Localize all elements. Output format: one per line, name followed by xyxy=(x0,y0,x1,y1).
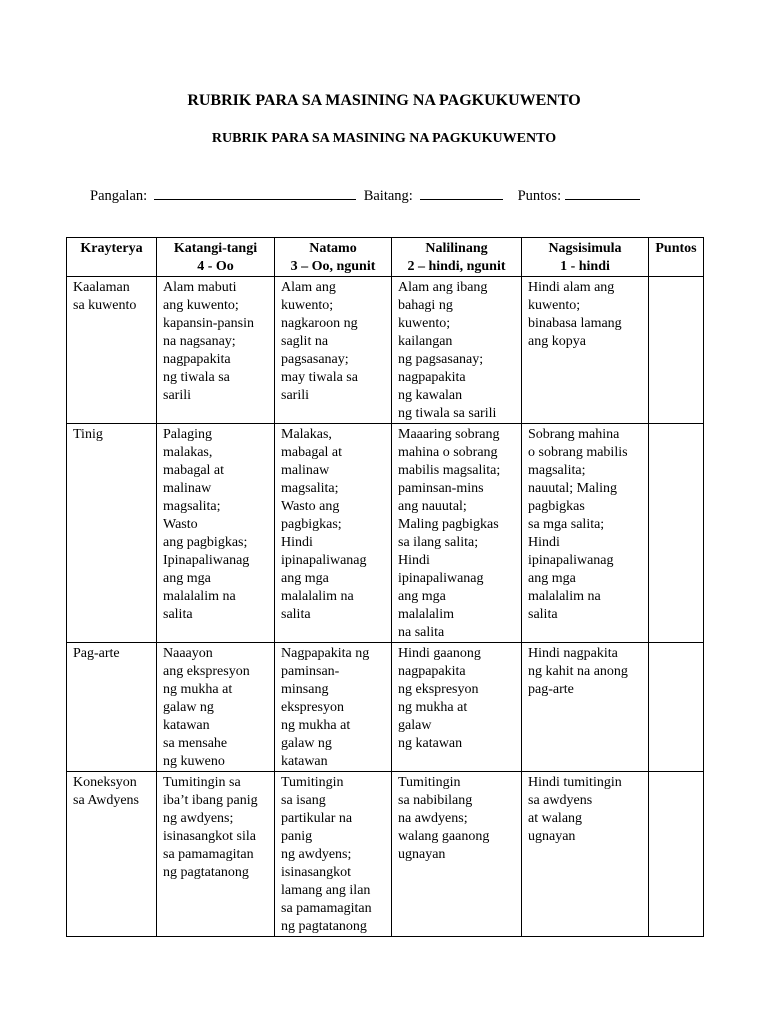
level-1-cell: Hindi alam ang kuwento; binabasa lamang ang kopya xyxy=(522,277,649,424)
document-title: RUBRIK PARA SA MASINING NA PAGKUKUWENTO xyxy=(187,92,581,109)
level-2-cell: Maaaring sobrang mahina o sobrang mabilis magsalita; paminsan-mins ang nauutal; Maling pagbigkas sa ilang salita; Hindi ipinapaliwanag ang mga malalalim na salita xyxy=(392,424,522,643)
grade-blank xyxy=(420,185,503,200)
student-info-line xyxy=(90,185,640,205)
name-blank xyxy=(154,185,356,200)
table-row xyxy=(67,277,704,424)
level-1-cell: Sobrang mahina o sobrang mabilis magsalita; nauutal; Maling pagbigkas sa mga salita; Hindi ipinapaliwanag ang mga malalalim na salita xyxy=(522,424,649,643)
points-cell xyxy=(649,277,704,424)
level-2-cell: Hindi gaanong nagpapakita ng ekspresyon ng mukha at galaw ng katawan xyxy=(392,643,522,772)
header-level-1: Nagsisimula 1 - hindi xyxy=(522,238,649,277)
points-cell xyxy=(649,643,704,772)
table-header-row xyxy=(67,238,704,277)
grade-label: Baitang: xyxy=(363,188,413,204)
header-level-2: Nalilinang 2 – hindi, ngunit xyxy=(392,238,522,277)
header-level-4: Katangi-tangi 4 - Oo xyxy=(157,238,275,277)
header-level-3: Natamo 3 – Oo, ngunit xyxy=(275,238,392,277)
level-4-cell: Naaayon ang ekspresyon ng mukha at galaw ng katawan sa mensahe ng kuweno xyxy=(157,643,275,772)
level-1-cell: Hindi nagpakita ng kahit na anong pag-arte xyxy=(522,643,649,772)
document-subtitle: RUBRIK PARA SA MASINING NA PAGKUKUWENTO xyxy=(211,131,557,146)
header-criteria: Krayterya xyxy=(67,238,157,277)
level-2-cell: Alam ang ibang bahagi ng kuwento; kailangan ng pagsasanay; nagpapakita ng kawalan ng tiwala sa sarili xyxy=(392,277,522,424)
name-label: Pangalan: xyxy=(90,188,148,204)
points-label: Puntos: xyxy=(517,188,562,204)
level-3-cell: Tumitingin sa isang partikular na panig ng awdyens; isinasangkot lamang ang ilan sa pamamagitan ng pagtatanong xyxy=(275,772,392,937)
criterion-cell: Pag-arte xyxy=(67,643,157,772)
level-4-cell: Alam mabuti ang kuwento; kapansin-pansin na nagsanay; nagpapakita ng tiwala sa sarili xyxy=(157,277,275,424)
level-2-cell: Tumitingin sa nabibilang na awdyens; walang gaanong ugnayan xyxy=(392,772,522,937)
criterion-cell: Koneksyon sa Awdyens xyxy=(67,772,157,937)
level-4-cell: Palaging malakas, mabagal at malinaw magsalita; Wasto ang pagbigkas; Ipinapaliwanag ang mga malalalim na salita xyxy=(157,424,275,643)
rubric-table xyxy=(66,237,704,937)
table-row xyxy=(67,772,704,937)
level-1-cell: Hindi tumitingin sa awdyens at walang ugnayan xyxy=(522,772,649,937)
table-row xyxy=(67,424,704,643)
level-3-cell: Malakas, mabagal at malinaw magsalita; Wasto ang pagbigkas; Hindi ipinapaliwanag ang mga malalalim na salita xyxy=(275,424,392,643)
criterion-cell: Tinig xyxy=(67,424,157,643)
criterion-cell: Kaalaman sa kuwento xyxy=(67,277,157,424)
points-cell xyxy=(649,424,704,643)
table-row xyxy=(67,643,704,772)
level-4-cell: Tumitingin sa iba’t ibang panig ng awdyens; isinasangkot sila sa pamamagitan ng pagtatanong xyxy=(157,772,275,937)
points-cell xyxy=(649,772,704,937)
header-points: Puntos xyxy=(649,238,704,277)
points-blank xyxy=(565,185,640,200)
level-3-cell: Nagpapakita ng paminsan- minsang ekspresyon ng mukha at galaw ng katawan xyxy=(275,643,392,772)
level-3-cell: Alam ang kuwento; nagkaroon ng saglit na pagsasanay; may tiwala sa sarili xyxy=(275,277,392,424)
